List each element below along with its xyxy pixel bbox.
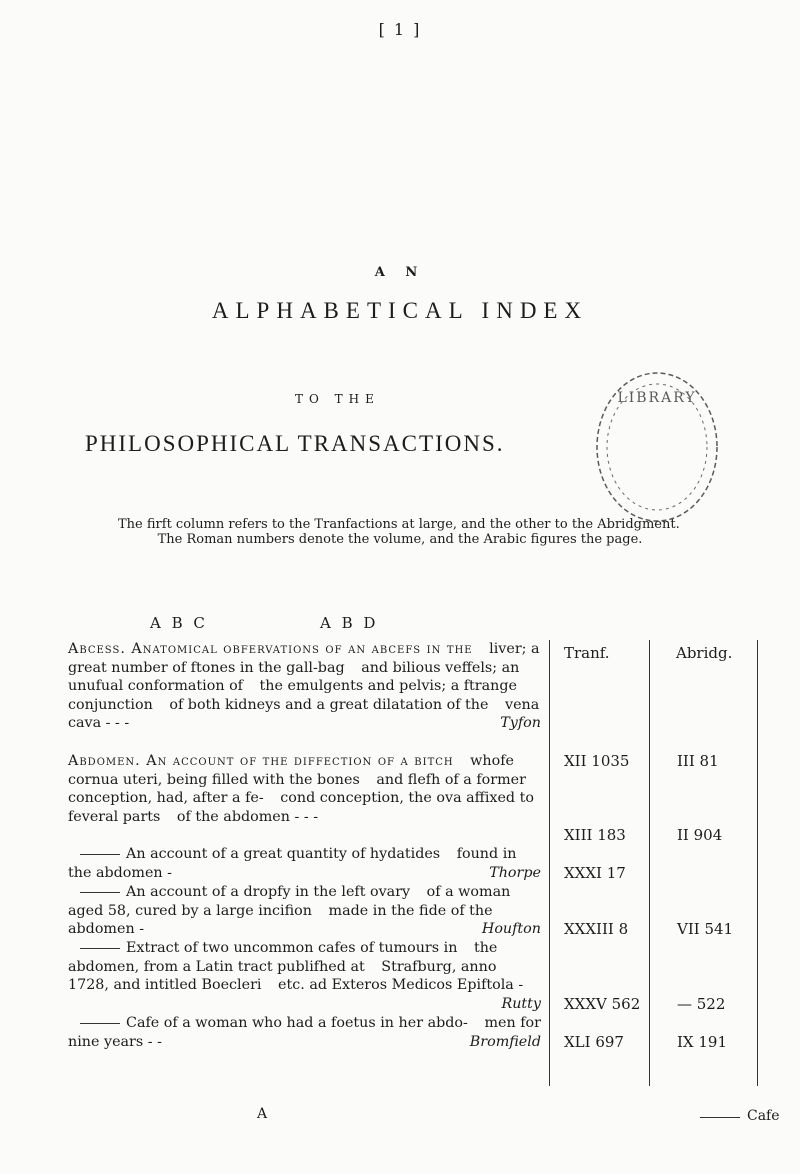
column-rule-2 (649, 640, 650, 1086)
entry-text: Extract of two uncommon cafes of tumours in (126, 940, 458, 956)
entry-text: the emulgents and pelvis; a ftrange conjunction (68, 678, 517, 713)
note-line-2: The Roman numbers denote the volume, and the Arabic figures the page. (157, 532, 643, 547)
entry-text: made in the fide of the abdomen - (68, 902, 493, 938)
entry-transactions-ref: XXXIII 8 (564, 920, 629, 938)
entry-transactions-ref: XXXI 17 (564, 864, 626, 882)
page-subtitle: PHILOSOPHICAL TRANSACTIONS. (85, 431, 505, 456)
index-entry (68, 640, 541, 733)
entry-author: Tyfon (500, 715, 541, 732)
entry-text: Abcess. Anatomical obfervations of an abcefs in the (68, 641, 473, 657)
entry-text: liver; a great number of ftones in the gall-bag (68, 641, 540, 676)
ditto-dash (80, 892, 120, 893)
entry-text: of a woman aged 58, cured by a large incifion (68, 884, 511, 919)
index-entry (68, 752, 541, 826)
entry-text: whofe cornua uteri, being filled with the bones (68, 753, 514, 788)
entry-text: Abdomen. An account of the diffection of a bitch (68, 753, 454, 769)
letter-head-left: A B C (150, 614, 208, 632)
entry-author: Rutty (501, 995, 541, 1012)
catchword: Cafe (747, 1108, 780, 1124)
index-entry (68, 883, 541, 939)
entry-text: cond conception, the ova affixed to feveral parts (68, 790, 534, 825)
ditto-dash (80, 948, 120, 949)
entry-transactions-ref: XII 1035 (564, 752, 630, 770)
entry-text: and flefh of a former conception, had, after a fe- (68, 771, 526, 807)
title-to-the: TO THE (295, 392, 380, 406)
entry-author: Bromfield (469, 1033, 541, 1050)
entry-text: Cafe of a woman who had a foetus in her abdo- (126, 1015, 468, 1031)
entry-abridgment-ref: II 904 (677, 826, 723, 844)
letter-head-right: A B D (320, 614, 379, 632)
entry-abridgment-ref: VII 541 (677, 920, 734, 938)
entry-transactions-ref: XLI 697 (564, 1033, 624, 1051)
ditto-dash (80, 854, 120, 855)
column-rule-3 (757, 640, 758, 1086)
column-rule-1 (549, 640, 550, 1086)
library-stamp (590, 366, 725, 528)
entry-author: Houfton (481, 921, 541, 938)
entry-text: Strafburg, anno 1728, and intitled Boecleri (68, 958, 497, 994)
entry-text: of both kidneys and a great dilatation of the (169, 696, 489, 713)
ditto-dash (80, 1023, 120, 1024)
entry-text: found in the abdomen - (68, 846, 517, 881)
title-article: A N (374, 265, 426, 280)
entry-transactions-ref: XIII 183 (564, 826, 626, 844)
entry-text: An account of a great quantity of hydatides (126, 846, 441, 862)
column-head-abridgment: Abridg. (676, 644, 733, 662)
entry-text: men for nine years - - (68, 1015, 541, 1050)
entry-transactions-ref: XXXV 562 (564, 995, 641, 1013)
entry-abridgment-ref: III 81 (677, 752, 719, 770)
note-line-1: The firft column refers to the Tranfactions at large, and the other to the Abridgment. (118, 517, 680, 532)
page-number: [ 1 ] (378, 20, 422, 39)
entry-text: An account of a dropfy in the left ovary (126, 884, 411, 900)
column-head-transactions: Tranf. (564, 644, 610, 662)
index-entry (68, 1014, 541, 1051)
entry-abridgment-ref: IX 191 (677, 1033, 728, 1051)
page-title: ALPHABETICAL INDEX (211, 298, 589, 323)
entry-author: Thorpe (489, 864, 541, 881)
entry-text: etc. ad Exteros Medicos Epiftola - (278, 977, 524, 994)
entry-text: the abdomen, from a Latin tract publifhed at (68, 940, 498, 975)
signature-mark: A (257, 1106, 268, 1122)
entry-abridgment-ref: — 522 (677, 995, 726, 1013)
entry-text: and bilious veffels; an unufual conformation of (68, 659, 520, 695)
index-entry (68, 939, 541, 1013)
stamp-text: LIBRARY (617, 390, 697, 406)
entry-text: of the abdomen - - - (176, 808, 319, 825)
index-entry (68, 845, 541, 882)
entry-text: vena cava - - - (68, 696, 540, 732)
catchword-dash (700, 1117, 740, 1118)
